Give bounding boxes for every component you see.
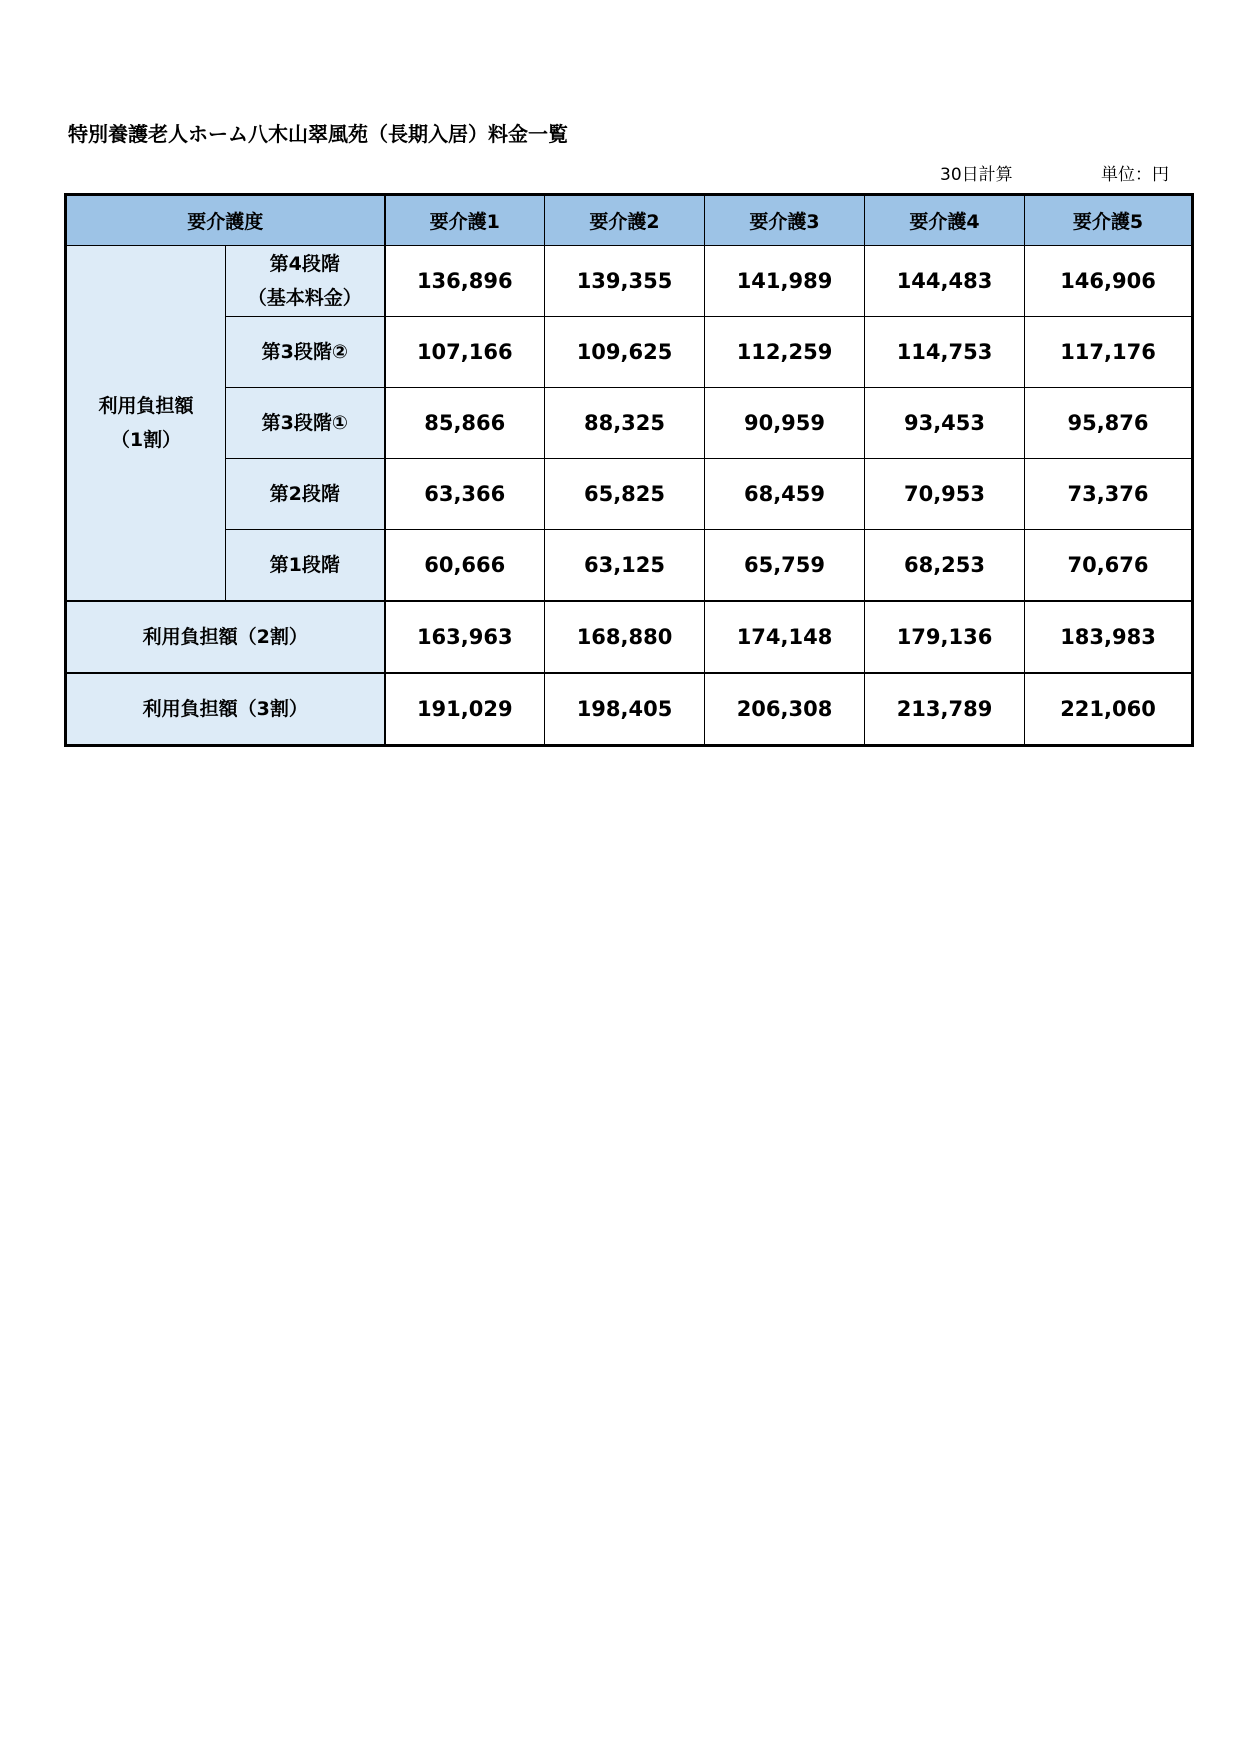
fee-cell: 174,148 [705, 601, 865, 673]
table-row [66, 246, 1193, 317]
header-care-2: 要介護2 [545, 195, 705, 246]
fee-cell: 139,355 [545, 246, 705, 317]
group-label-line1: 利用負担額 [98, 395, 194, 417]
fee-cell: 95,876 [1025, 388, 1193, 459]
fee-cell: 144,483 [865, 246, 1025, 317]
fee-cell: 136,896 [385, 246, 545, 317]
fee-cell: 68,253 [865, 530, 1025, 602]
fee-cell: 70,676 [1025, 530, 1193, 602]
fee-cell: 221,060 [1025, 673, 1193, 746]
stage-label [226, 246, 385, 317]
fee-cell: 65,759 [705, 530, 865, 602]
fee-cell: 60,666 [385, 530, 545, 602]
fee-cell: 213,789 [865, 673, 1025, 746]
stage-label: 第3段階① [226, 388, 385, 459]
fee-cell: 88,325 [545, 388, 705, 459]
fee-cell: 93,453 [865, 388, 1025, 459]
fee-cell: 179,136 [865, 601, 1025, 673]
table-row [66, 459, 1193, 530]
header-care-3: 要介護3 [705, 195, 865, 246]
fee-cell: 109,625 [545, 317, 705, 388]
fee-cell: 183,983 [1025, 601, 1193, 673]
fee-cell: 117,176 [1025, 317, 1193, 388]
fee-cell: 73,376 [1025, 459, 1193, 530]
fee-cell: 114,753 [865, 317, 1025, 388]
stage-label-line2: （基本料金） [247, 287, 362, 309]
fee-cell: 198,405 [545, 673, 705, 746]
calc-basis-note: 30日計算 [940, 165, 1013, 185]
fee-cell: 206,308 [705, 673, 865, 746]
table-row [66, 317, 1193, 388]
table-row [66, 388, 1193, 459]
fee-cell: 63,125 [545, 530, 705, 602]
fee-cell: 168,880 [545, 601, 705, 673]
fee-cell: 70,953 [865, 459, 1025, 530]
table-row [66, 530, 1193, 602]
row-label-3wari: 利用負担額（3割） [66, 673, 385, 746]
header-care-4: 要介護4 [865, 195, 1025, 246]
header-care-1: 要介護1 [385, 195, 545, 246]
table-row-2wari [66, 601, 1193, 673]
fee-cell: 163,963 [385, 601, 545, 673]
fee-cell: 65,825 [545, 459, 705, 530]
fee-cell: 146,906 [1025, 246, 1193, 317]
fee-cell: 191,029 [385, 673, 545, 746]
header-care-level: 要介護度 [66, 195, 385, 246]
table-row-3wari [66, 673, 1193, 746]
fee-cell: 141,989 [705, 246, 865, 317]
fee-table [64, 193, 1194, 747]
document-title: 特別養護老人ホーム八木山翠風苑（長期入居）料金一覧 [68, 122, 568, 146]
row-label-2wari: 利用負担額（2割） [66, 601, 385, 673]
stage-label-line1: 第4段階 [269, 253, 340, 275]
stage-label: 第2段階 [226, 459, 385, 530]
fee-cell: 90,959 [705, 388, 865, 459]
fee-cell: 85,866 [385, 388, 545, 459]
header-care-5: 要介護5 [1025, 195, 1193, 246]
fee-cell: 63,366 [385, 459, 545, 530]
group-label-line2: （1割） [110, 429, 182, 451]
unit-note: 単位：円 [1101, 165, 1169, 185]
group-label-1wari [66, 246, 226, 602]
stage-label: 第1段階 [226, 530, 385, 602]
header-row [66, 195, 1193, 246]
fee-cell: 68,459 [705, 459, 865, 530]
fee-cell: 107,166 [385, 317, 545, 388]
fee-cell: 112,259 [705, 317, 865, 388]
stage-label: 第3段階② [226, 317, 385, 388]
